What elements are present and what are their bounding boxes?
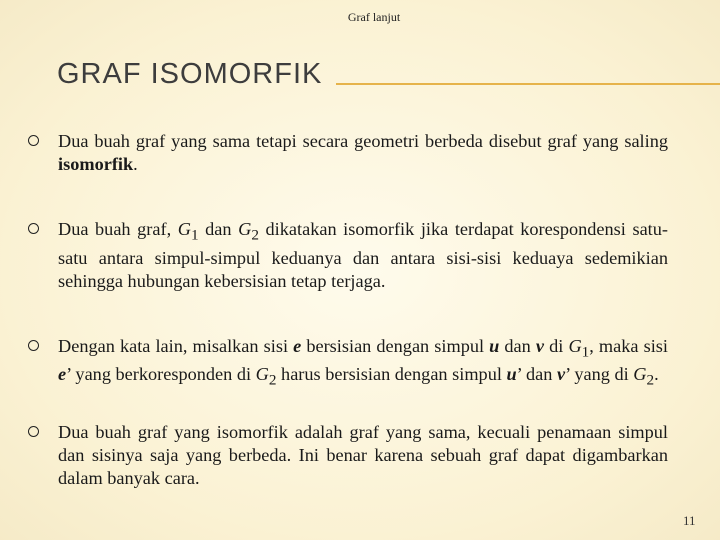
page-number: 11 bbox=[683, 513, 696, 528]
bullet-item-1: Dua buah graf yang sama tetapi secara geometri berbeda disebut graf yang saling isomorfik. bbox=[28, 130, 668, 176]
slide-header bbox=[0, 10, 720, 25]
bullet-list bbox=[28, 130, 668, 490]
slide-title: GRAF ISOMORFIK bbox=[57, 58, 323, 90]
bullet-item-3: Dengan kata lain, misalkan sisi e bersisian dengan simpul u dan v di $G_1$, maka sisi e’ yang berkoresponden di $G_2$ harus bersisian dengan simpul u’ dan v’ yang di $G_2$. bbox=[28, 335, 668, 392]
bullet-dot-icon bbox=[28, 340, 39, 351]
bullet-dot-icon bbox=[28, 223, 39, 234]
header-text: Graf lanjut bbox=[347, 10, 401, 24]
bullet-item-4: Dua buah graf yang isomorfik adalah graf yang sama, kecuali penamaan simpul dan sisinya saja yang berbeda. Ini benar karena sebuah graf dapat digambarkan dalam banyak cara. bbox=[28, 421, 668, 490]
bullet-dot-icon bbox=[28, 135, 39, 146]
bullet-dot-icon bbox=[28, 426, 39, 437]
bullet-item-2: Dua buah graf, $G_1$ dan $G_2$ dikatakan isomorfik jika terdapat korespondensi satu-satu antara simpul-simpul keduanya dan antara sisi-sisi keduaya sedemikian sehingga hubungan kebersisian tetap terjaga. bbox=[28, 218, 668, 293]
title-rule bbox=[336, 83, 720, 85]
